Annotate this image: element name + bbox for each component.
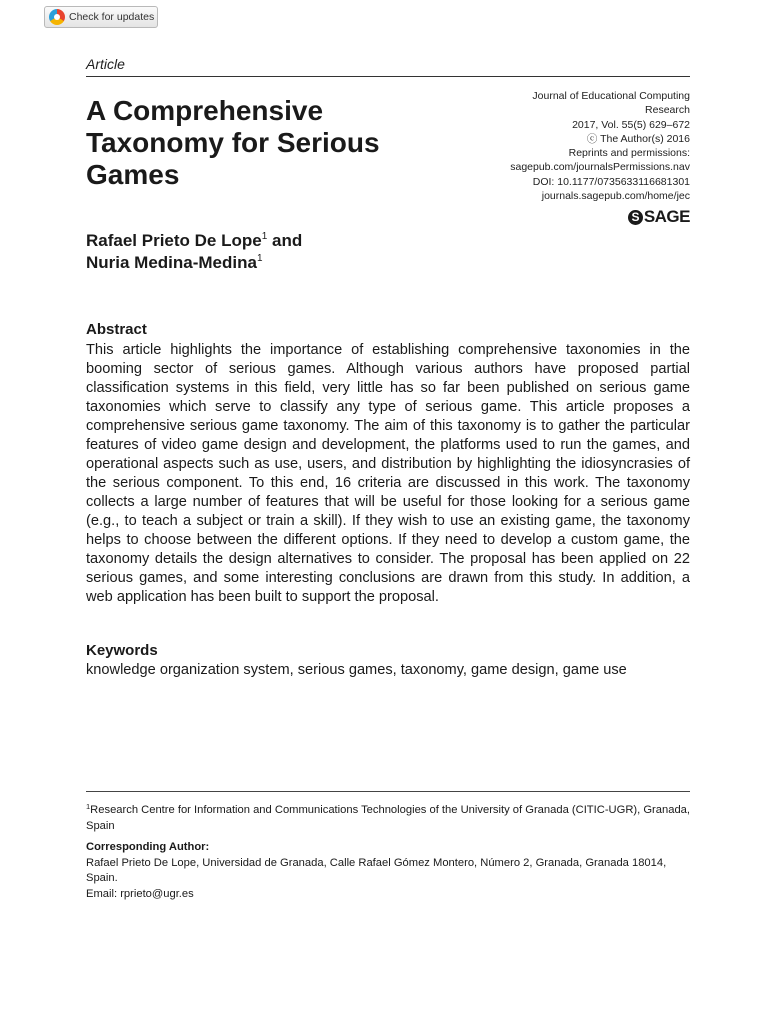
- journal-info-line: Reprints and permissions:: [568, 147, 690, 160]
- keywords-text: knowledge organization system, serious games, taxonomy, game design, game use: [86, 662, 627, 678]
- journal-info-line: Research: [645, 104, 690, 117]
- corresponding-author-heading: Corresponding Author:: [86, 841, 210, 853]
- check-for-updates-label: Check for updates: [69, 11, 155, 23]
- author-name: Rafael Prieto De Lope: [86, 231, 262, 250]
- author-line-2: [86, 252, 302, 274]
- header-divider: [86, 76, 690, 77]
- check-for-updates-button[interactable]: [44, 6, 158, 28]
- footnote-divider: [86, 791, 690, 792]
- journal-info-line: 2017, Vol. 55(5) 629–672: [572, 118, 690, 131]
- abstract-heading: Abstract: [86, 321, 147, 338]
- journal-info-line: Journal of Educational Computing: [532, 90, 690, 102]
- affiliation-footnote: [86, 803, 692, 834]
- affiliation-marker: 1: [261, 231, 268, 242]
- affiliation-marker: 1: [256, 253, 263, 264]
- corresponding-author-address: Rafael Prieto De Lope, Universidad de Granada, Calle Rafael Gómez Montero, Número 2, Granada, Granada 18014, Spain.: [86, 856, 667, 884]
- journal-info-block: [450, 89, 690, 203]
- footnote-marker: 1: [86, 802, 91, 811]
- abstract-text: This article highlights the importance of establishing comprehensive taxonomies in the booming sector of serious games. Although various authors have proposed partial classification systems in this field, very little has so far been published on serious game taxonomies which serve to classify any type of serious game. This article proposes a comprehensive serious game taxonomy. The aim of this taxonomy is to gather the particular features of video game design and development, the platforms used to run the games, and operational aspects such as use, users, and distribution by highlighting the idiosyncrasies of the serious component. To this end, 16 criteria are discussed in this work. The taxonomy collects a large number of features that will be useful for those looking for a serious game (e.g., to teach a subject or train a skill). If they wish to use an existing game, the taxonomy helps to choose between the different options. If they need to develop a custom game, the taxonomy details the design alternatives to consider. The proposal has been applied on 22 serious games, and some interesting conclusions are drawn from this study. In addition, a web application has been built to support the proposal.: [86, 342, 690, 605]
- article-title: A Comprehensive Taxonomy for Serious Games: [86, 95, 380, 190]
- journal-info-line: DOI: 10.1177/0735633116681301: [532, 175, 690, 188]
- journal-info-line: ⓒ The Author(s) 2016: [586, 132, 690, 145]
- journal-info-line: journals.sagepub.com/home/jec: [541, 190, 690, 203]
- corresponding-author-block: [86, 840, 692, 902]
- section-label: Article: [86, 56, 125, 72]
- keywords-heading: Keywords: [86, 642, 158, 659]
- sage-logo-icon: S: [628, 210, 643, 225]
- journal-info-line: sagepub.com/journalsPermissions.nav: [510, 161, 690, 174]
- corresponding-author-email: Email: rprieto@ugr.es: [86, 887, 194, 900]
- footnote-text: Research Centre for Information and Communications Technologies of the University of Granada (CITIC-UGR), Granada, Spain: [86, 804, 691, 832]
- author-line-1: [86, 230, 302, 252]
- author-list: [86, 230, 302, 274]
- author-conjunction: and: [267, 231, 303, 250]
- author-name: Nuria Medina-Medina: [86, 253, 257, 272]
- sage-logo: [628, 207, 690, 227]
- sage-logo-text: SAGE: [643, 207, 690, 226]
- crossmark-icon: [49, 9, 65, 25]
